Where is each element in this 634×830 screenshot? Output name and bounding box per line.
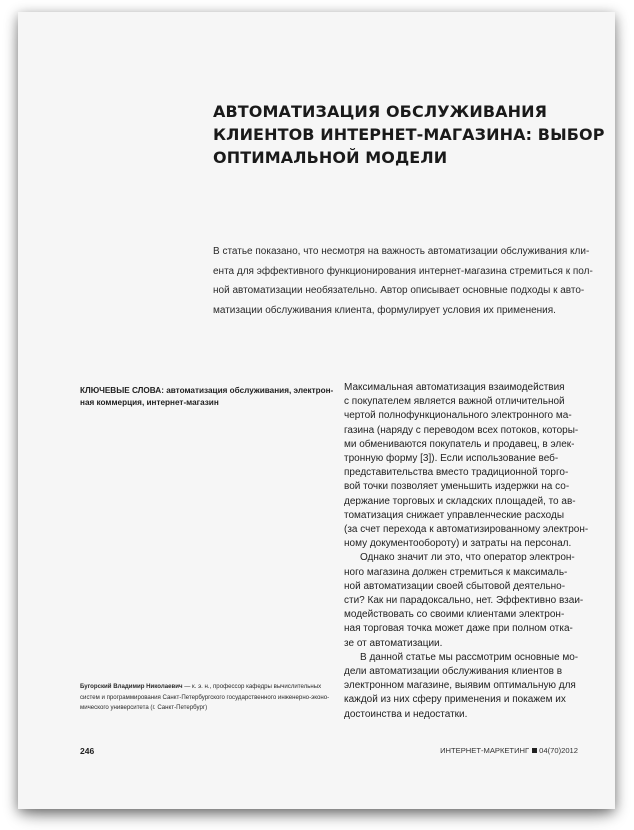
title-line: АВТОМАТИЗАЦИЯ ОБСЛУЖИВАНИЯ xyxy=(213,102,547,121)
body-line: ная торговая точка может даже при полном отка- xyxy=(344,623,573,635)
keywords-text-2: ная коммерция, интернет-магазин xyxy=(80,398,219,407)
body-line: (за счет перехода к автоматизированному электрон- xyxy=(344,524,589,536)
author-name: Бугорский Владимир Николаевич xyxy=(80,683,183,690)
body-line: с покупателем является важной отличительной xyxy=(344,396,565,408)
title-line: КЛИЕНТОВ ИНТЕРНЕТ-МАГАЗИНА: ВЫБОР xyxy=(213,125,605,144)
body-line: держание торговых и складских площадей, то ав- xyxy=(344,495,576,507)
body-line: Однако значит ли это, что оператор электрон- xyxy=(360,552,575,564)
author-line-1 xyxy=(80,682,340,693)
article-abstract xyxy=(213,242,593,320)
body-line: дели автоматизации обслуживания клиентов в xyxy=(344,666,563,678)
body-paragraph-2 xyxy=(344,551,596,650)
body-line: газина (наряду с переводом всех потоков, которы- xyxy=(344,424,579,436)
article-title xyxy=(213,100,605,169)
keywords-line-1 xyxy=(80,385,334,397)
author-note xyxy=(80,682,340,714)
body-line: ми обмениваются покупатель и продавец, в элек- xyxy=(344,438,575,450)
title-line: ОПТИМАЛЬНОЙ МОДЕЛИ xyxy=(213,148,448,167)
keywords-text-1: автоматизация обслуживания, электрон- xyxy=(166,386,334,395)
journal-name: ИНТЕРНЕТ-МАРКЕТИНГ xyxy=(440,746,530,755)
abstract-line: ной автоматизации необязательно. Автор описывает основные подходы к авто- xyxy=(213,285,585,296)
keywords-block xyxy=(80,385,334,409)
body-line: Максимальная автоматизация взаимодействия xyxy=(344,382,565,393)
page-number: 246 xyxy=(80,746,95,756)
body-line: каждой из них сферу применения и покажем их xyxy=(344,694,566,706)
body-line: ного магазина должен стремиться к максималь- xyxy=(344,566,568,578)
author-credentials: — к. э. н., профессор кафедры вычислительных xyxy=(182,683,322,690)
author-line-3: мического университета (г. Санкт-Петербург) xyxy=(80,704,208,711)
abstract-line: В статье показано, что несмотря на важность автоматизации обслуживания кли- xyxy=(213,246,590,257)
article-body xyxy=(344,381,596,722)
body-line: тронную форму [3]). Если использование веб- xyxy=(344,453,559,465)
body-paragraph-3 xyxy=(344,651,596,722)
author-line-2: систем и программирования Санкт-Петербургского государственного инженерно-эконо- xyxy=(80,693,330,701)
body-line: представительства вместо традиционной торго- xyxy=(344,467,569,479)
keywords-label: КЛЮЧЕВЫЕ СЛОВА: xyxy=(80,386,164,395)
body-line: электронном магазине, выявим оптимальную для xyxy=(344,680,576,692)
abstract-line: ента для эффективного функционирования интернет-магазина стремиться к пол- xyxy=(213,265,593,277)
body-line: модействовать со своими клиентами электрон- xyxy=(344,609,565,621)
body-line: В данной статье мы рассмотрим основные мо- xyxy=(360,651,579,663)
journal-issue: 04(70)2012 xyxy=(539,746,578,755)
body-line: вой точки позволяет уменьшить издержки на со- xyxy=(344,481,570,493)
body-line: ному документообороту) и затраты на персонал. xyxy=(344,538,572,550)
body-paragraph-1 xyxy=(344,381,596,551)
square-bullet-icon xyxy=(532,748,537,753)
body-line: чертой полнофункционального электронного ма- xyxy=(344,410,572,422)
body-line: томатизация снижает управленческие расходы xyxy=(344,509,564,521)
body-line: достоинства и недостатки. xyxy=(344,708,468,720)
abstract-line: матизации обслуживания клиента, формулирует условия их применения. xyxy=(213,304,556,316)
document-page xyxy=(18,12,615,809)
journal-footer xyxy=(440,746,578,755)
body-line: зе от автоматизации. xyxy=(344,637,443,649)
body-line: ной автоматизации своей сбытовой деятельно- xyxy=(344,580,566,592)
body-line: сти? Как ни парадоксально, нет. Эффективно взаи- xyxy=(344,595,584,607)
